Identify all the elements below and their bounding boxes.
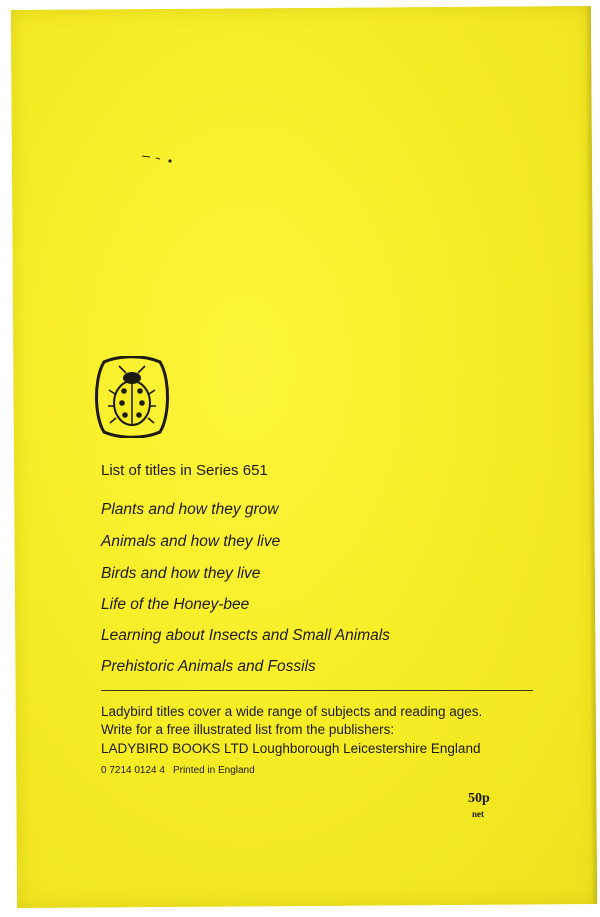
info-line: Write for a free illustrated list from the publishers:	[101, 722, 395, 737]
price: 50p	[468, 791, 490, 806]
title-item: Life of the Honey-bee	[101, 596, 250, 613]
title-item: Plants and how they grow	[101, 501, 279, 518]
title-item: Birds and how they live	[101, 565, 261, 582]
isbn: 0 7214 0124 4	[101, 765, 165, 776]
title-item: Animals and how they live	[101, 533, 281, 550]
book-back-cover	[11, 6, 597, 908]
price-note: net	[472, 809, 484, 819]
isbn-line	[101, 765, 263, 776]
printed-note: Printed in England	[172, 765, 255, 776]
series-heading: List of titles in Series 651	[101, 462, 268, 479]
title-item: Learning about Insects and Small Animals	[101, 627, 390, 644]
pen-mark-icon	[140, 150, 174, 164]
info-line: Ladybird titles cover a wide range of subjects and reading ages.	[101, 704, 483, 719]
divider	[101, 690, 533, 691]
publisher-address: LADYBIRD BOOKS LTD Loughborough Leicestershire England	[101, 741, 481, 756]
cover-edge-shadow	[585, 6, 597, 904]
ladybird-logo-icon	[90, 356, 174, 438]
title-item: Prehistoric Animals and Fossils	[101, 658, 316, 675]
